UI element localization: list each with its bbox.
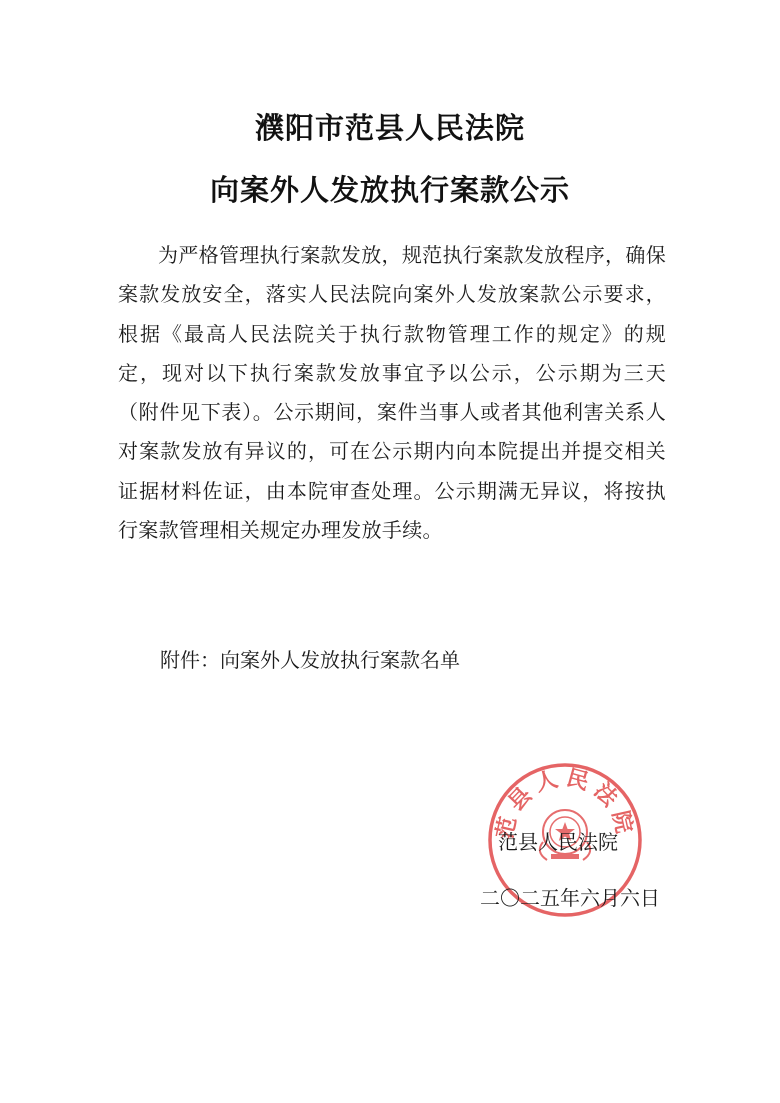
svg-text:范县人民法院: 范县人民法院 (491, 764, 639, 842)
signature-organization: 范县人民法院 (498, 830, 618, 854)
attachment-note: 附件：向案外人发放执行案款名单 (160, 648, 460, 672)
signature-date: 二〇二五年六月六日 (480, 886, 660, 910)
document-title-notice: 向案外人发放执行案款公示 (209, 173, 570, 207)
document-title-court: 濮阳市范县人民法院 (254, 111, 525, 145)
notice-body-paragraph: 为严格管理执行案款发放，规范执行案款发放程序，确保案款发放安全，落实人民法院向案外人发放案款公示要求，根据《最高人民法院关于执行款物管理工作的规定》的规定，现对以下执行案款发放事宜予以公示，公示期为三天（附件见下表）。公示期间，案件当事人或者其他利害关系人对案款发放有异议的，可在公示期内向本院提出并提交相关证据材料佐证，由本院审查处理。公示期满无异议，将按执行案款管理相关规定办理发放手续。 (118, 243, 666, 543)
